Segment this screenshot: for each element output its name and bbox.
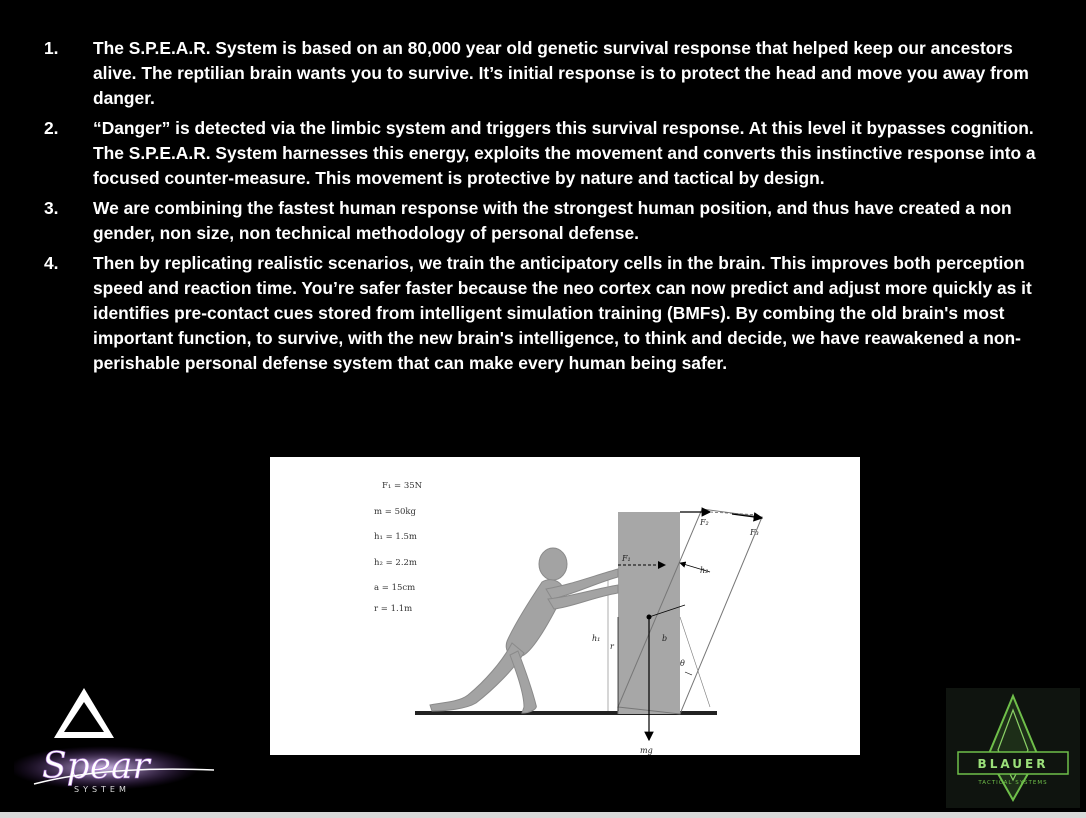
- param-a: a = 15cm: [374, 583, 416, 593]
- param-h2: h₂ = 2.2m: [374, 558, 417, 568]
- point-number: 3.: [44, 198, 59, 218]
- label-h1: h₁: [592, 634, 601, 643]
- label-h2: h₂: [700, 566, 709, 575]
- point-text: Then by replicating realistic scenarios, we train the anticipatory cells in the brain. This improves both perception speed and reaction time. You’re safer faster because the neo cortex can now predict and adjust more quickly as it identifies pre-contact cues stored from intelligent simulation training (BMFs). By combing the old brain's most important function, to survive, with the new brain's intelligence, to think and decide, we have reawakened a non-perishable personal defense system that can make every human being safer.: [93, 253, 1032, 373]
- label-mg: mg: [640, 746, 653, 755]
- label-f2: F₂: [700, 518, 709, 527]
- param-f1: F₁ = 35N: [382, 481, 423, 491]
- param-h1: h₁ = 1.5m: [374, 532, 417, 542]
- points-list: [44, 36, 1054, 381]
- blauer-wordmark: BLAUER: [977, 757, 1049, 771]
- param-m: m = 50kg: [374, 507, 416, 517]
- blauer-subtitle: TACTICAL SYSTEMS: [978, 780, 1048, 786]
- label-f1: F₁: [622, 554, 631, 563]
- blauer-tactical-logo: [946, 688, 1080, 808]
- point-item: [44, 116, 1054, 191]
- point-item: [44, 36, 1054, 111]
- label-b: b: [662, 634, 668, 643]
- physics-diagram: [270, 457, 860, 755]
- point-item: [44, 251, 1054, 376]
- point-number: 2.: [44, 118, 59, 138]
- point-text: We are combining the fastest human response with the strongest human position, and thus have created a non gender, non size, non technical methodology of personal defense.: [93, 198, 1012, 243]
- point-number: 1.: [44, 38, 59, 58]
- point-text: “Danger” is detected via the limbic system and triggers this survival response. At this level it bypasses cognition. The S.P.E.A.R. System harnesses this energy, exploits the movement and converts this instinctive response into a focused counter-measure. This movement is protective by nature and tactical by design.: [93, 118, 1036, 188]
- label-theta: θ: [680, 659, 685, 668]
- param-r: r = 1.1m: [374, 604, 413, 614]
- spear-system-subtitle: SYSTEM: [74, 785, 130, 794]
- label-f3: F₃: [750, 528, 759, 537]
- spear-system-logo: [14, 680, 234, 805]
- point-item: [44, 196, 1054, 246]
- point-number: 4.: [44, 253, 59, 273]
- label-r: r: [610, 642, 614, 651]
- pushing-figure-illustration: [430, 548, 618, 713]
- point-text: The S.P.E.A.R. System is based on an 80,000 year old genetic survival response that helped keep our ancestors alive. The reptilian brain wants you to survive. It’s initial response is to protect the head and move you away from danger.: [93, 38, 1029, 108]
- spear-wordmark: Spear: [42, 746, 150, 787]
- bottom-strip: [0, 812, 1086, 818]
